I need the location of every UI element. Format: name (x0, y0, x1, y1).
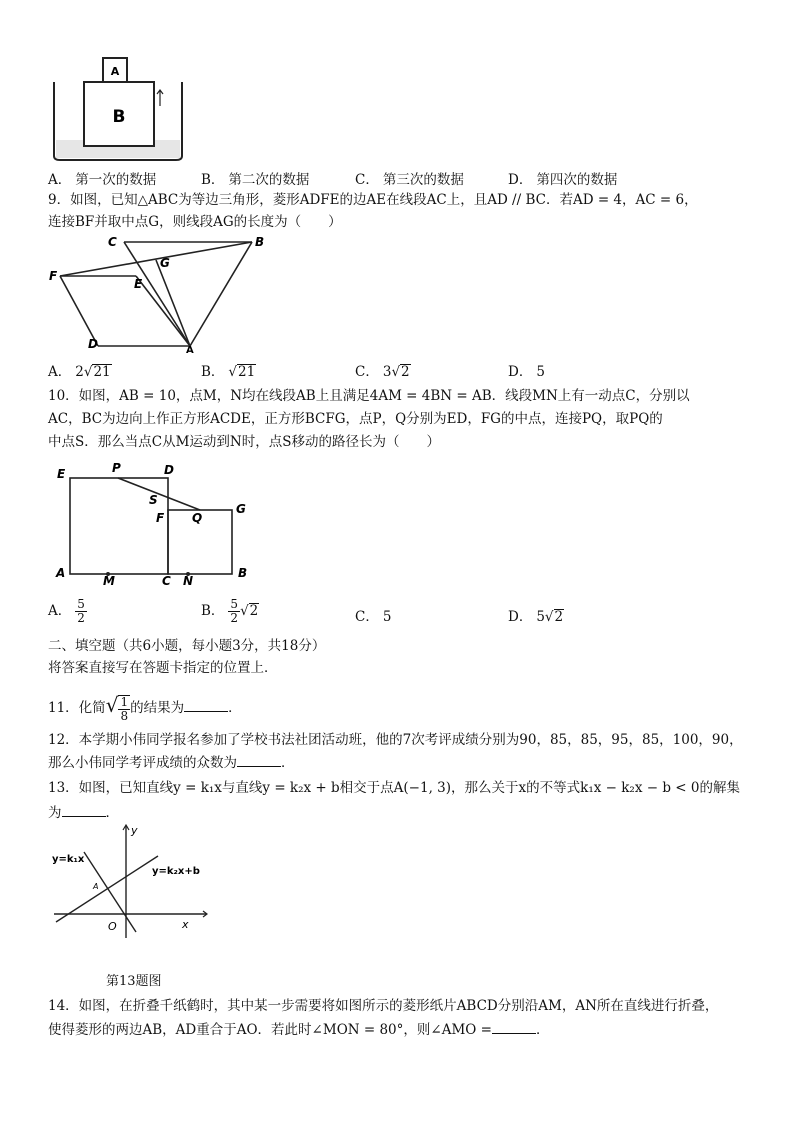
q8-option-c[interactable]: C． 第三次的数据 (355, 172, 464, 188)
q12-answer-blank[interactable] (237, 754, 281, 767)
q8-option-b[interactable]: B． 第二次的数据 (201, 172, 310, 188)
q13-label-a: A (93, 882, 99, 891)
block-b-label: B (112, 107, 126, 127)
q13-answer-blank[interactable] (62, 804, 106, 817)
q13-label-y: y (131, 824, 138, 837)
q10-option-d[interactable]: D． 5√2 (508, 609, 564, 625)
q9-stem-line1: 9．如图，已知△ABC为等边三角形，菱形ADFE的边AE在线段AC上，且AD // BC．若AD = 4，AC = 6， (48, 192, 698, 208)
q11-answer-blank[interactable] (184, 699, 228, 712)
q10-label-m: M (103, 574, 115, 586)
q8-options (48, 168, 768, 190)
q9-option-b[interactable]: B． √21 (201, 364, 256, 380)
q8-option-a[interactable]: A． 第一次的数据 (48, 172, 157, 188)
q11-stem: 11．化简√ $\frac{1}{8}$ 的结果为 ． (48, 693, 242, 723)
q9-option-d[interactable]: D． 5 (508, 364, 545, 380)
q14-answer-blank[interactable] (492, 1021, 536, 1034)
q10-stem-line2: AC，BC为边向上作正方形ACDE，正方形BCFG，点P，Q分别为ED，FG的中点，连接PQ，取PQ的 (48, 411, 663, 427)
q10-stem-line1: 10．如图，AB = 10，点M，N均在线段AB上且满足4AM = 4BN = AB．线段MN上有一动点C，分别以 (48, 388, 690, 404)
q10-label-q: Q (192, 511, 203, 525)
q10-label-c: C (162, 574, 171, 586)
q10-label-p: P (112, 461, 121, 475)
q10-label-g: G (236, 502, 246, 516)
q10-label-a: A (56, 566, 66, 580)
q13-label-line1: y=k₁x (52, 854, 85, 865)
q14-stem-line2: 使得菱形的两边AB，AD重合于AO．若此时∠MON = 80°，则∠AMO = ． (48, 1022, 550, 1038)
q10-label-n: N (183, 574, 194, 586)
q10-squares-figure (48, 458, 258, 586)
q9-label-g: G (160, 256, 170, 270)
q12-stem-line2: 那么小伟同学考评成绩的众数为 ． (48, 755, 295, 771)
q9-label-c: C (108, 235, 117, 249)
section-2-title: 二、填空题（共6小题，每小题3分，共18分） (48, 638, 326, 654)
segment-fb (60, 242, 252, 276)
segment-ga (156, 260, 190, 346)
q9-label-e: E (134, 277, 143, 291)
q10-label-b: B (238, 566, 248, 580)
q12-stem-line1: 12．本学期小伟同学报名参加了学校书法社团活动班，他的7次考评成绩分别为90，85，85，95，85，100，90， (48, 732, 743, 748)
q10-option-c[interactable]: C． 5 (355, 609, 392, 625)
q9-geometry-figure (48, 234, 278, 354)
section-2-instruction: 将答案直接写在答题卡指定的位置上． (48, 660, 278, 676)
q9-options (48, 360, 768, 382)
q10-option-a[interactable]: A． $\frac{5}{2}$ (48, 597, 85, 625)
block-container-figure (48, 52, 188, 164)
q13-label-line2: y=k₂x+b (152, 866, 200, 877)
q10-stem-line3: 中点S．那么当点C从M运动到N时，点S移动的路径长为（ ） (48, 434, 440, 450)
q13-stem-line1: 13．如图，已知直线y = k₁x与直线y = k₂x + b相交于点A(−1, 3)，那么关于x的不等式k₁x − k₂x − b < 0的解集 (48, 780, 740, 796)
q14-stem-line1: 14．如图，在折叠千纸鹤时，其中某一步需要将如图所示的菱形纸片ABCD分别沿AM，AN所在直线进行折叠， (48, 998, 719, 1014)
q10-option-b[interactable]: B． $\frac{5}{2}$ √2 (201, 597, 259, 625)
q10-options (48, 598, 768, 630)
q9-stem-line2: 连接BF并取中点G，则线段AG的长度为（ ） (48, 214, 342, 230)
q10-label-e: E (57, 467, 66, 481)
segment-ca (124, 242, 190, 346)
q10-label-s: S (149, 493, 158, 507)
arrow-marker (157, 90, 163, 106)
q8-option-d[interactable]: D． 第四次的数据 (508, 172, 618, 188)
segment-ea (136, 276, 190, 346)
block-a-label: A (110, 65, 120, 78)
q10-label-f: F (156, 511, 165, 525)
q13-label-o: O (108, 920, 117, 933)
segment-ba (190, 242, 252, 346)
q9-option-c[interactable]: C． 3√2 (355, 364, 410, 380)
q9-label-d: D (88, 337, 98, 351)
q9-option-a[interactable]: A． 2√21 (48, 364, 111, 380)
q13-line-graph (48, 822, 218, 942)
q13-figure-caption: 第13题图 (106, 974, 162, 989)
q9-label-b: B (255, 235, 265, 249)
q9-label-f: F (49, 269, 58, 283)
q13-stem-line2: 为 ． (48, 805, 119, 821)
q10-label-d: D (164, 463, 174, 477)
segment-pq (118, 478, 200, 510)
segment-fd (60, 276, 98, 346)
q13-label-x: x (182, 918, 189, 931)
q9-label-a: A (186, 345, 194, 354)
line-k2x-b (56, 856, 158, 922)
